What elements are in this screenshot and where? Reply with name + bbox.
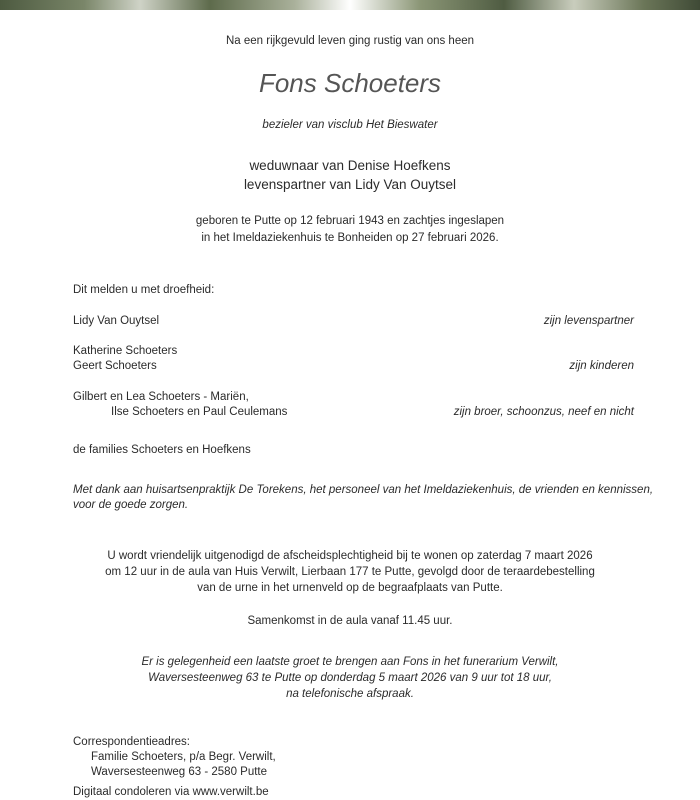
deceased-name: Fons Schoeters xyxy=(258,68,442,98)
birth-line-2: in het Imeldaziekenhuis te Bonheiden op 27 februari 2026. xyxy=(201,232,499,244)
header-photo-strip xyxy=(0,0,700,10)
subtitle: bezieler van visclub Het Bieswater xyxy=(262,119,438,131)
child-name-2: Geert Schoeters xyxy=(73,360,157,372)
correspondence-line-1: Familie Schoeters, p/a Begr. Verwilt, xyxy=(91,751,276,763)
relation-line-2: levenspartner van Lidy Van Ouytsel xyxy=(243,177,457,192)
thanks-line-2: voor de goede zorgen. xyxy=(73,499,189,511)
condolence-link[interactable]: www.verwilt.be xyxy=(192,786,269,798)
invite-line-2: om 12 uur in de aula van Huis Verwilt, Lierbaan 177 te Putte, gevolgd door de teraardebestelling xyxy=(105,566,595,578)
siblings-role: zijn broer, schoonzus, neef en nicht xyxy=(453,406,634,418)
sibling-line-1: Gilbert en Lea Schoeters - Mariën, xyxy=(73,391,249,403)
children-role: zijn kinderen xyxy=(569,360,634,372)
families-line: de families Schoeters en Hoefkens xyxy=(73,444,251,456)
child-name-1: Katherine Schoeters xyxy=(73,345,178,357)
announce-text: Dit melden u met droefheid: xyxy=(73,284,215,296)
partner-name: Lidy Van Ouytsel xyxy=(73,315,160,327)
correspondence-line-2: Waversesteenweg 63 - 2580 Putte xyxy=(91,766,268,778)
correspondence-label: Correspondentieadres: xyxy=(73,736,190,748)
gathering-text: Samenkomst in de aula vanaf 11.45 uur. xyxy=(247,615,453,627)
thanks-line-1: Met dank aan huisartsenpraktijk De Torekens, het personeel van het Imeldaziekenhuis, de vrienden en kennissen, xyxy=(73,484,654,496)
condolence-line xyxy=(73,786,269,798)
intro-text: Na een rijkgevuld leven ging rustig van ons heen xyxy=(225,35,475,47)
invite-line-1: U wordt vriendelijk uitgenodigd de afscheidsplechtigheid bij te wonen op zaterdag 7 maart 2026 xyxy=(107,550,593,562)
birth-line-1: geboren te Putte op 12 februari 1943 en zachtjes ingeslapen xyxy=(195,215,505,227)
visit-line-2: Waversesteenweg 63 te Putte op donderdag 5 maart 2026 van 9 uur tot 18 uur, xyxy=(148,672,552,684)
sibling-line-2: Ilse Schoeters en Paul Ceulemans xyxy=(111,406,288,418)
invite-line-3: van de urne in het urnenveld op de begraafplaats van Putte. xyxy=(197,582,503,594)
relation-line-1: weduwnaar van Denise Hoefkens xyxy=(249,158,451,173)
visit-line-1: Er is gelegenheid een laatste groet te brengen aan Fons in het funerarium Verwilt, xyxy=(141,656,559,668)
partner-role: zijn levenspartner xyxy=(543,315,634,327)
visit-line-3: na telefonische afspraak. xyxy=(286,688,414,700)
condolence-prefix: Digitaal condoleren via xyxy=(73,786,190,798)
